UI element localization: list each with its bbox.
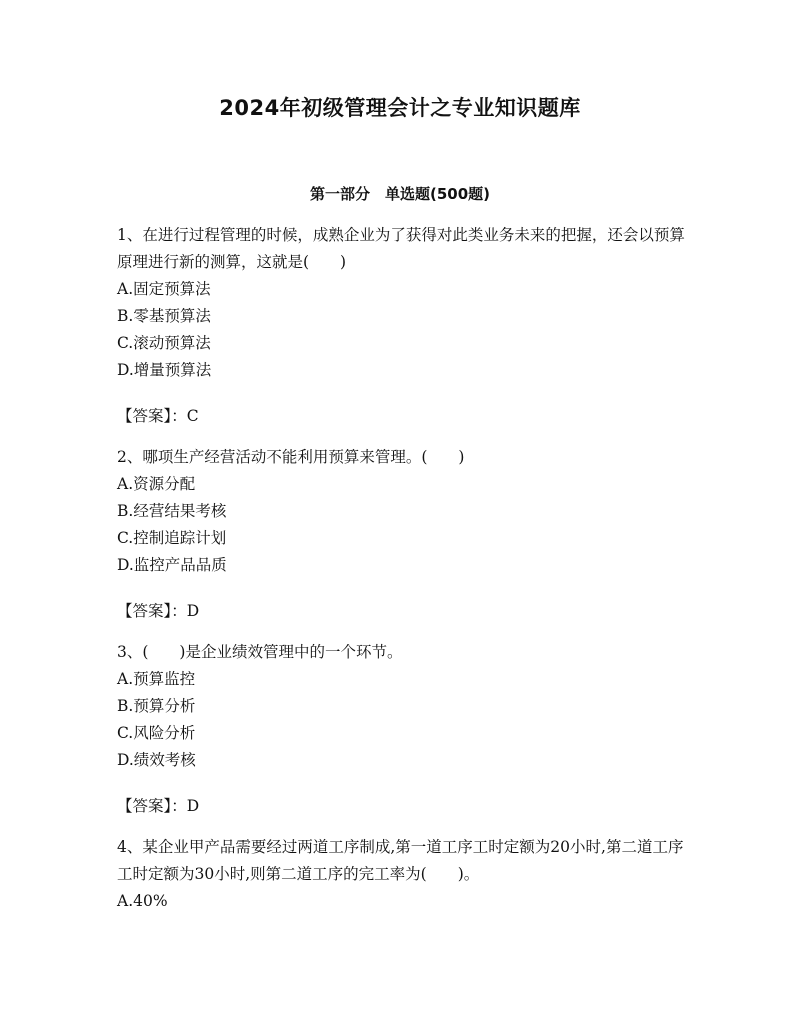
option-a: A.固定预算法	[117, 280, 211, 298]
option-d: D.监控产品品质	[117, 556, 227, 574]
option-a: A.资源分配	[117, 475, 196, 493]
question-text: 3、( )是企业绩效管理中的一个环节。	[117, 643, 403, 661]
section-title: 第一部分 单选题(500题)	[309, 185, 491, 203]
question-4	[117, 834, 687, 915]
question-1	[117, 222, 687, 430]
option-a: A.40%	[117, 892, 168, 910]
answer-line	[117, 403, 687, 430]
answer-line	[117, 598, 687, 625]
option-d: D.增量预算法	[117, 361, 212, 379]
option-c: C.滚动预算法	[117, 334, 211, 352]
answer-line	[117, 793, 687, 820]
answer-value: D	[186, 797, 200, 815]
answer-value: D	[186, 602, 200, 620]
question-3	[117, 639, 687, 820]
answer-label: 【答案】：	[117, 797, 187, 815]
question-text: 1、在进行过程管理的时候，成熟企业为了获得对此类业务未来的把握，还会以预算原理进行新的测算，这就是( )	[117, 226, 685, 271]
option-c: C.风险分析	[117, 724, 196, 742]
answer-value: C	[186, 407, 199, 425]
option-b: B.预算分析	[117, 697, 196, 715]
document-title: 2024年初级管理会计之专业知识题库	[219, 96, 581, 120]
question-text: 2、哪项生产经营活动不能利用预算来管理。( )	[117, 448, 465, 466]
option-d: D.绩效考核	[117, 751, 196, 769]
option-a: A.预算监控	[117, 670, 196, 688]
question-list	[117, 222, 687, 915]
answer-label: 【答案】：	[117, 407, 187, 425]
answer-label: 【答案】：	[117, 602, 187, 620]
option-b: B.零基预算法	[117, 307, 211, 325]
option-b: B.经营结果考核	[117, 502, 227, 520]
question-text: 4、某企业甲产品需要经过两道工序制成,第一道工序工时定额为20小时,第二道工序工时定额为30小时,则第二道工序的完工率为( )。	[117, 838, 684, 883]
option-c: C.控制追踪计划	[117, 529, 227, 547]
question-2	[117, 444, 687, 625]
